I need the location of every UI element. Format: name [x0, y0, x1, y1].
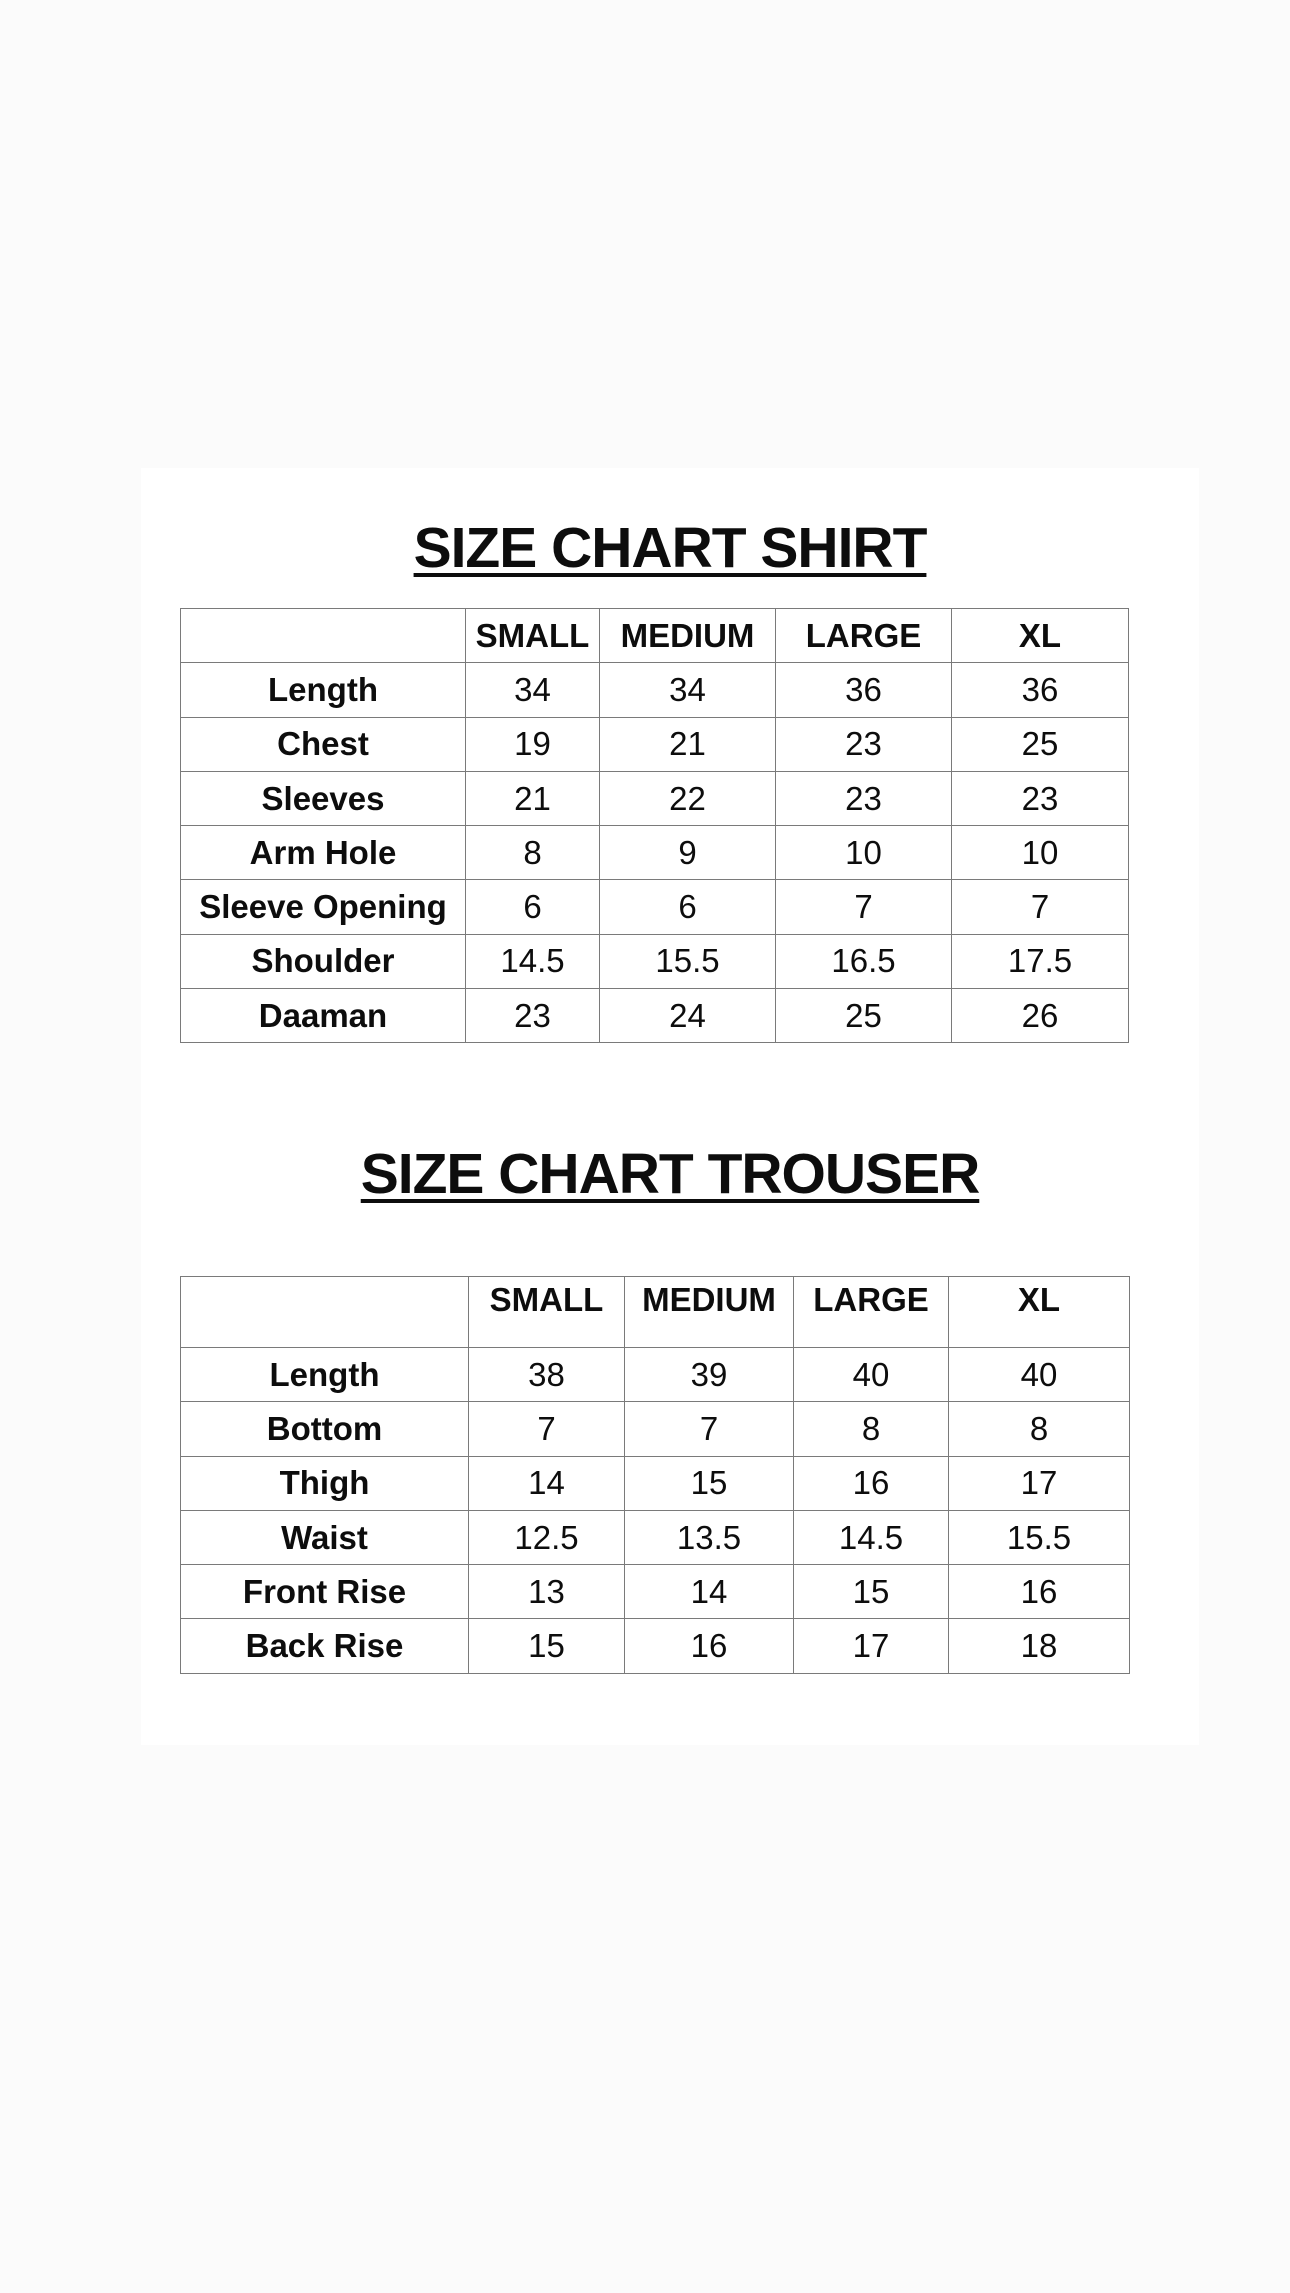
table-row: [181, 1510, 1130, 1564]
table-row: [181, 771, 1129, 825]
table-cell: 7: [776, 880, 952, 934]
row-label: Arm Hole: [181, 826, 466, 880]
header-xl: XL: [952, 609, 1129, 663]
table-cell: 39: [625, 1348, 794, 1402]
table-cell: 34: [466, 663, 600, 717]
header-large: LARGE: [794, 1277, 949, 1348]
table-cell: 24: [600, 989, 776, 1043]
table-cell: 23: [776, 771, 952, 825]
trouser-size-chart-title: [141, 1142, 1199, 1206]
row-label: Thigh: [181, 1456, 469, 1510]
table-cell: 23: [952, 771, 1129, 825]
table-cell: 14.5: [466, 934, 600, 988]
row-label: Waist: [181, 1510, 469, 1564]
table-cell: 15: [469, 1619, 625, 1673]
table-row: [181, 1348, 1130, 1402]
header-medium: MEDIUM: [600, 609, 776, 663]
table-cell: 17: [949, 1456, 1130, 1510]
table-cell: 10: [776, 826, 952, 880]
table-cell: 9: [600, 826, 776, 880]
table-cell: 14: [469, 1456, 625, 1510]
table-cell: 23: [776, 717, 952, 771]
table-cell: 7: [952, 880, 1129, 934]
table-cell: 23: [466, 989, 600, 1043]
shirt-title-text: SIZE CHART SHIRT: [413, 516, 927, 580]
table-cell: 25: [952, 717, 1129, 771]
table-header-row: [181, 609, 1129, 663]
header-blank-cell: [181, 1277, 469, 1348]
row-label: Chest: [181, 717, 466, 771]
row-label: Length: [181, 663, 466, 717]
trouser-size-table: [180, 1276, 1130, 1674]
table-cell: 34: [600, 663, 776, 717]
table-row: [181, 717, 1129, 771]
table-cell: 21: [466, 771, 600, 825]
table-row: [181, 1456, 1130, 1510]
shirt-size-table: [180, 608, 1129, 1043]
header-small: SMALL: [466, 609, 600, 663]
table-row: [181, 1402, 1130, 1456]
table-cell: 21: [600, 717, 776, 771]
table-cell: 7: [469, 1402, 625, 1456]
table-cell: 16: [794, 1456, 949, 1510]
table-cell: 36: [952, 663, 1129, 717]
table-cell: 18: [949, 1619, 1130, 1673]
table-row: [181, 880, 1129, 934]
row-label: Length: [181, 1348, 469, 1402]
row-label: Front Rise: [181, 1565, 469, 1619]
table-cell: 7: [625, 1402, 794, 1456]
table-cell: 17: [794, 1619, 949, 1673]
table-header-row: [181, 1277, 1130, 1348]
row-label: Bottom: [181, 1402, 469, 1456]
table-cell: 15.5: [949, 1510, 1130, 1564]
table-cell: 13: [469, 1565, 625, 1619]
table-cell: 14.5: [794, 1510, 949, 1564]
row-label: Sleeves: [181, 771, 466, 825]
table-cell: 10: [952, 826, 1129, 880]
table-row: [181, 1619, 1130, 1673]
table-cell: 40: [794, 1348, 949, 1402]
header-blank-cell: [181, 609, 466, 663]
table-cell: 25: [776, 989, 952, 1043]
table-cell: 15.5: [600, 934, 776, 988]
header-small: SMALL: [469, 1277, 625, 1348]
table-cell: 15: [625, 1456, 794, 1510]
table-cell: 8: [466, 826, 600, 880]
header-medium: MEDIUM: [625, 1277, 794, 1348]
trouser-title-text: SIZE CHART TROUSER: [360, 1142, 980, 1206]
table-cell: 17.5: [952, 934, 1129, 988]
table-cell: 6: [600, 880, 776, 934]
table-cell: 26: [952, 989, 1129, 1043]
table-row: [181, 826, 1129, 880]
table-cell: 19: [466, 717, 600, 771]
table-cell: 16: [625, 1619, 794, 1673]
shirt-size-chart-title: [141, 516, 1199, 580]
table-cell: 22: [600, 771, 776, 825]
size-chart-card: [141, 468, 1199, 1745]
table-cell: 15: [794, 1565, 949, 1619]
row-label: Back Rise: [181, 1619, 469, 1673]
row-label: Shoulder: [181, 934, 466, 988]
row-label: Sleeve Opening: [181, 880, 466, 934]
table-cell: 13.5: [625, 1510, 794, 1564]
row-label: Daaman: [181, 989, 466, 1043]
table-row: [181, 1565, 1130, 1619]
table-cell: 38: [469, 1348, 625, 1402]
table-cell: 16.5: [776, 934, 952, 988]
header-large: LARGE: [776, 609, 952, 663]
table-row: [181, 663, 1129, 717]
table-cell: 12.5: [469, 1510, 625, 1564]
table-cell: 16: [949, 1565, 1130, 1619]
table-cell: 36: [776, 663, 952, 717]
table-cell: 8: [794, 1402, 949, 1456]
table-row: [181, 934, 1129, 988]
table-cell: 14: [625, 1565, 794, 1619]
table-cell: 6: [466, 880, 600, 934]
header-xl: XL: [949, 1277, 1130, 1348]
table-cell: 40: [949, 1348, 1130, 1402]
table-row: [181, 989, 1129, 1043]
table-cell: 8: [949, 1402, 1130, 1456]
